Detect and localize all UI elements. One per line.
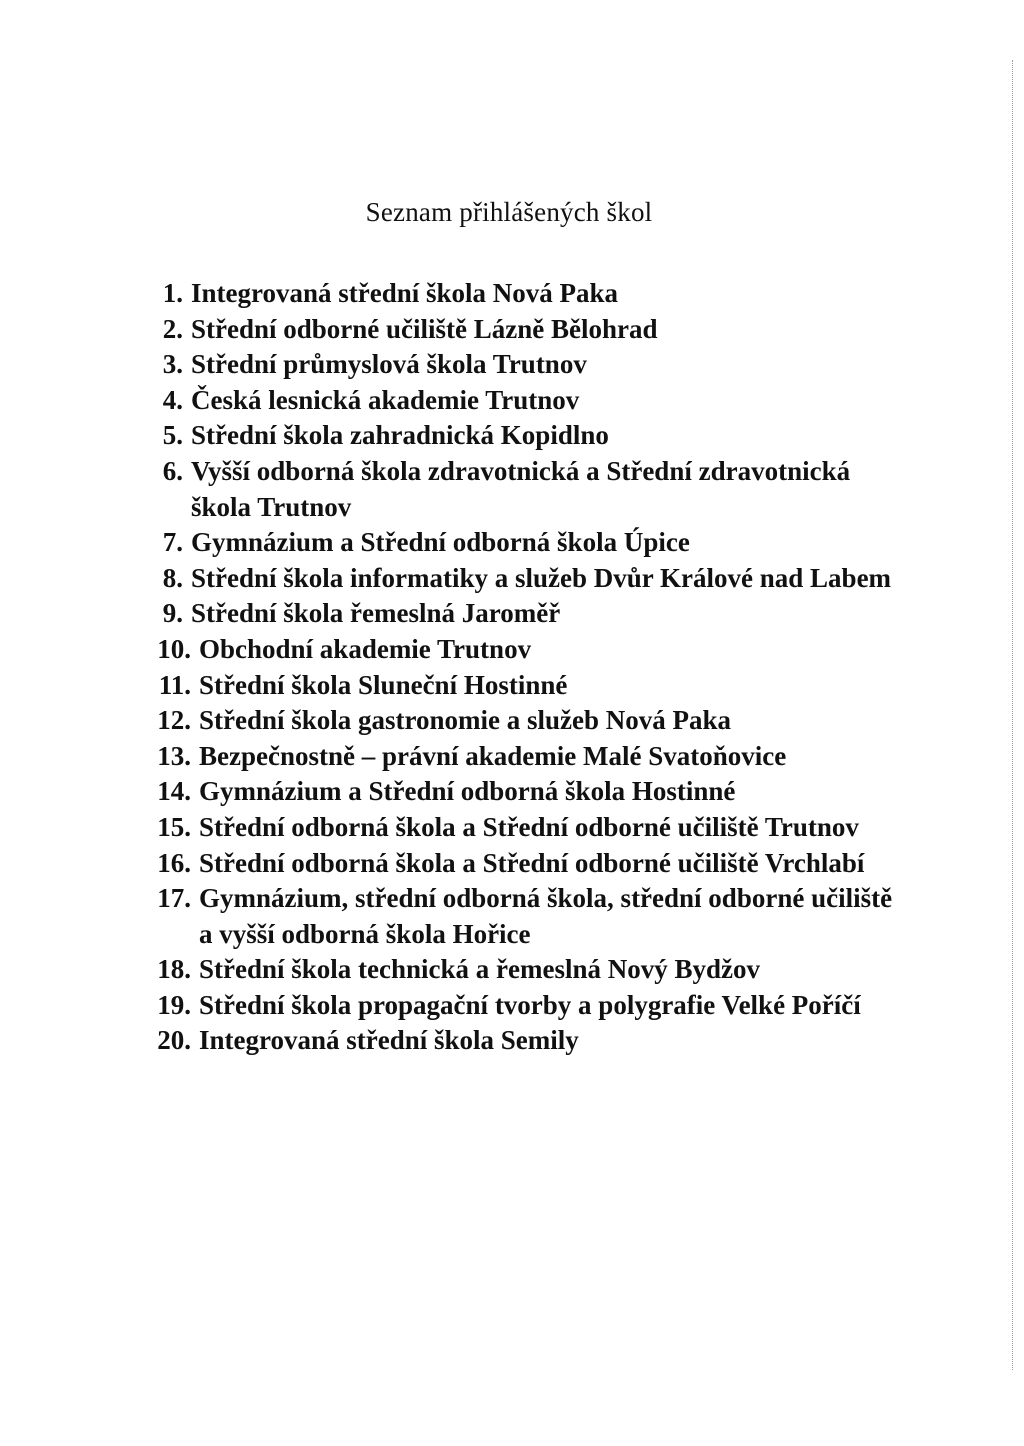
list-item [143,1023,903,1059]
school-name: Střední odborné učiliště Lázně Bělohrad [191,313,658,344]
list-item [143,276,903,312]
list-item [143,596,903,632]
list-item [143,881,903,952]
item-number: 10. [157,633,191,664]
list-item [143,383,903,419]
school-name: Gymnázium a Střední odborná škola Hostinné [199,776,736,807]
item-number: 14. [157,776,191,807]
list-item [143,525,903,561]
list-item [143,347,903,383]
list-item [143,454,903,525]
item-number: 13. [157,740,191,771]
list-item [143,668,903,704]
school-name: Integrovaná střední škola Semily [199,1025,579,1056]
list-item [143,632,903,668]
list-item [143,952,903,988]
list-item [143,739,903,775]
item-number: 7. [162,527,183,558]
list-item [143,703,903,739]
school-name: Střední škola propagační tvorby a polygrafie Velké Poříčí [199,989,861,1020]
item-number: 18. [157,954,191,985]
item-number: 15. [157,811,191,842]
item-number: 9. [162,598,183,629]
item-number: 16. [157,847,191,878]
school-name: Gymnázium, střední odborná škola, střední odborné učiliště a vyšší odborná škola Hořice [199,883,893,949]
school-name: Střední škola technická a řemeslná Nový Bydžov [199,954,761,985]
item-number: 4. [162,384,183,415]
list-item [143,810,903,846]
scan-edge-line [1012,60,1013,1370]
item-number: 6. [162,455,183,486]
school-name: Vyšší odborná škola zdravotnická a Střední zdravotnická škola Trutnov [191,455,851,522]
item-number: 20. [157,1025,191,1056]
list-item [143,312,903,348]
school-name: Bezpečnostně – právní akademie Malé Svatoňovice [199,740,787,771]
school-name: Střední škola gastronomie a služeb Nová Paka [199,705,732,736]
school-name: Střední odborná škola a Střední odborné učiliště Trutnov [199,811,859,842]
school-name: Česká lesnická akademie Trutnov [191,384,580,415]
school-name: Střední odborná škola a Střední odborné učiliště Vrchlabí [199,847,865,878]
item-number: 17. [157,883,191,914]
list-item [143,774,903,810]
school-name: Obchodní akademie Trutnov [199,633,532,664]
item-number: 12. [157,705,191,736]
list-item [143,418,903,454]
item-number: 1. [162,278,183,308]
item-number: 2. [162,313,183,344]
item-number: 3. [162,349,183,380]
list-item [143,846,903,882]
list-item [143,988,903,1024]
school-name: Gymnázium a Střední odborná škola Úpice [191,527,690,558]
school-name: Střední průmyslová škola Trutnov [191,349,587,380]
page-title: Seznam přihlášených škol [365,197,653,227]
item-number: 19. [157,989,191,1020]
item-number: 11. [158,669,191,700]
school-name: Střední škola Sluneční Hostinné [199,669,568,700]
school-list [143,276,903,1059]
school-name: Střední škola řemeslná Jaroměř [191,598,561,629]
school-name: Střední škola informatiky a služeb Dvůr Králové nad Labem [191,562,892,593]
list-item [143,561,903,597]
school-name: Střední škola zahradnická Kopidlno [191,420,609,451]
school-name: Integrovaná střední škola Nová Paka [191,278,619,308]
item-number: 8. [162,562,183,593]
item-number: 5. [162,420,183,451]
